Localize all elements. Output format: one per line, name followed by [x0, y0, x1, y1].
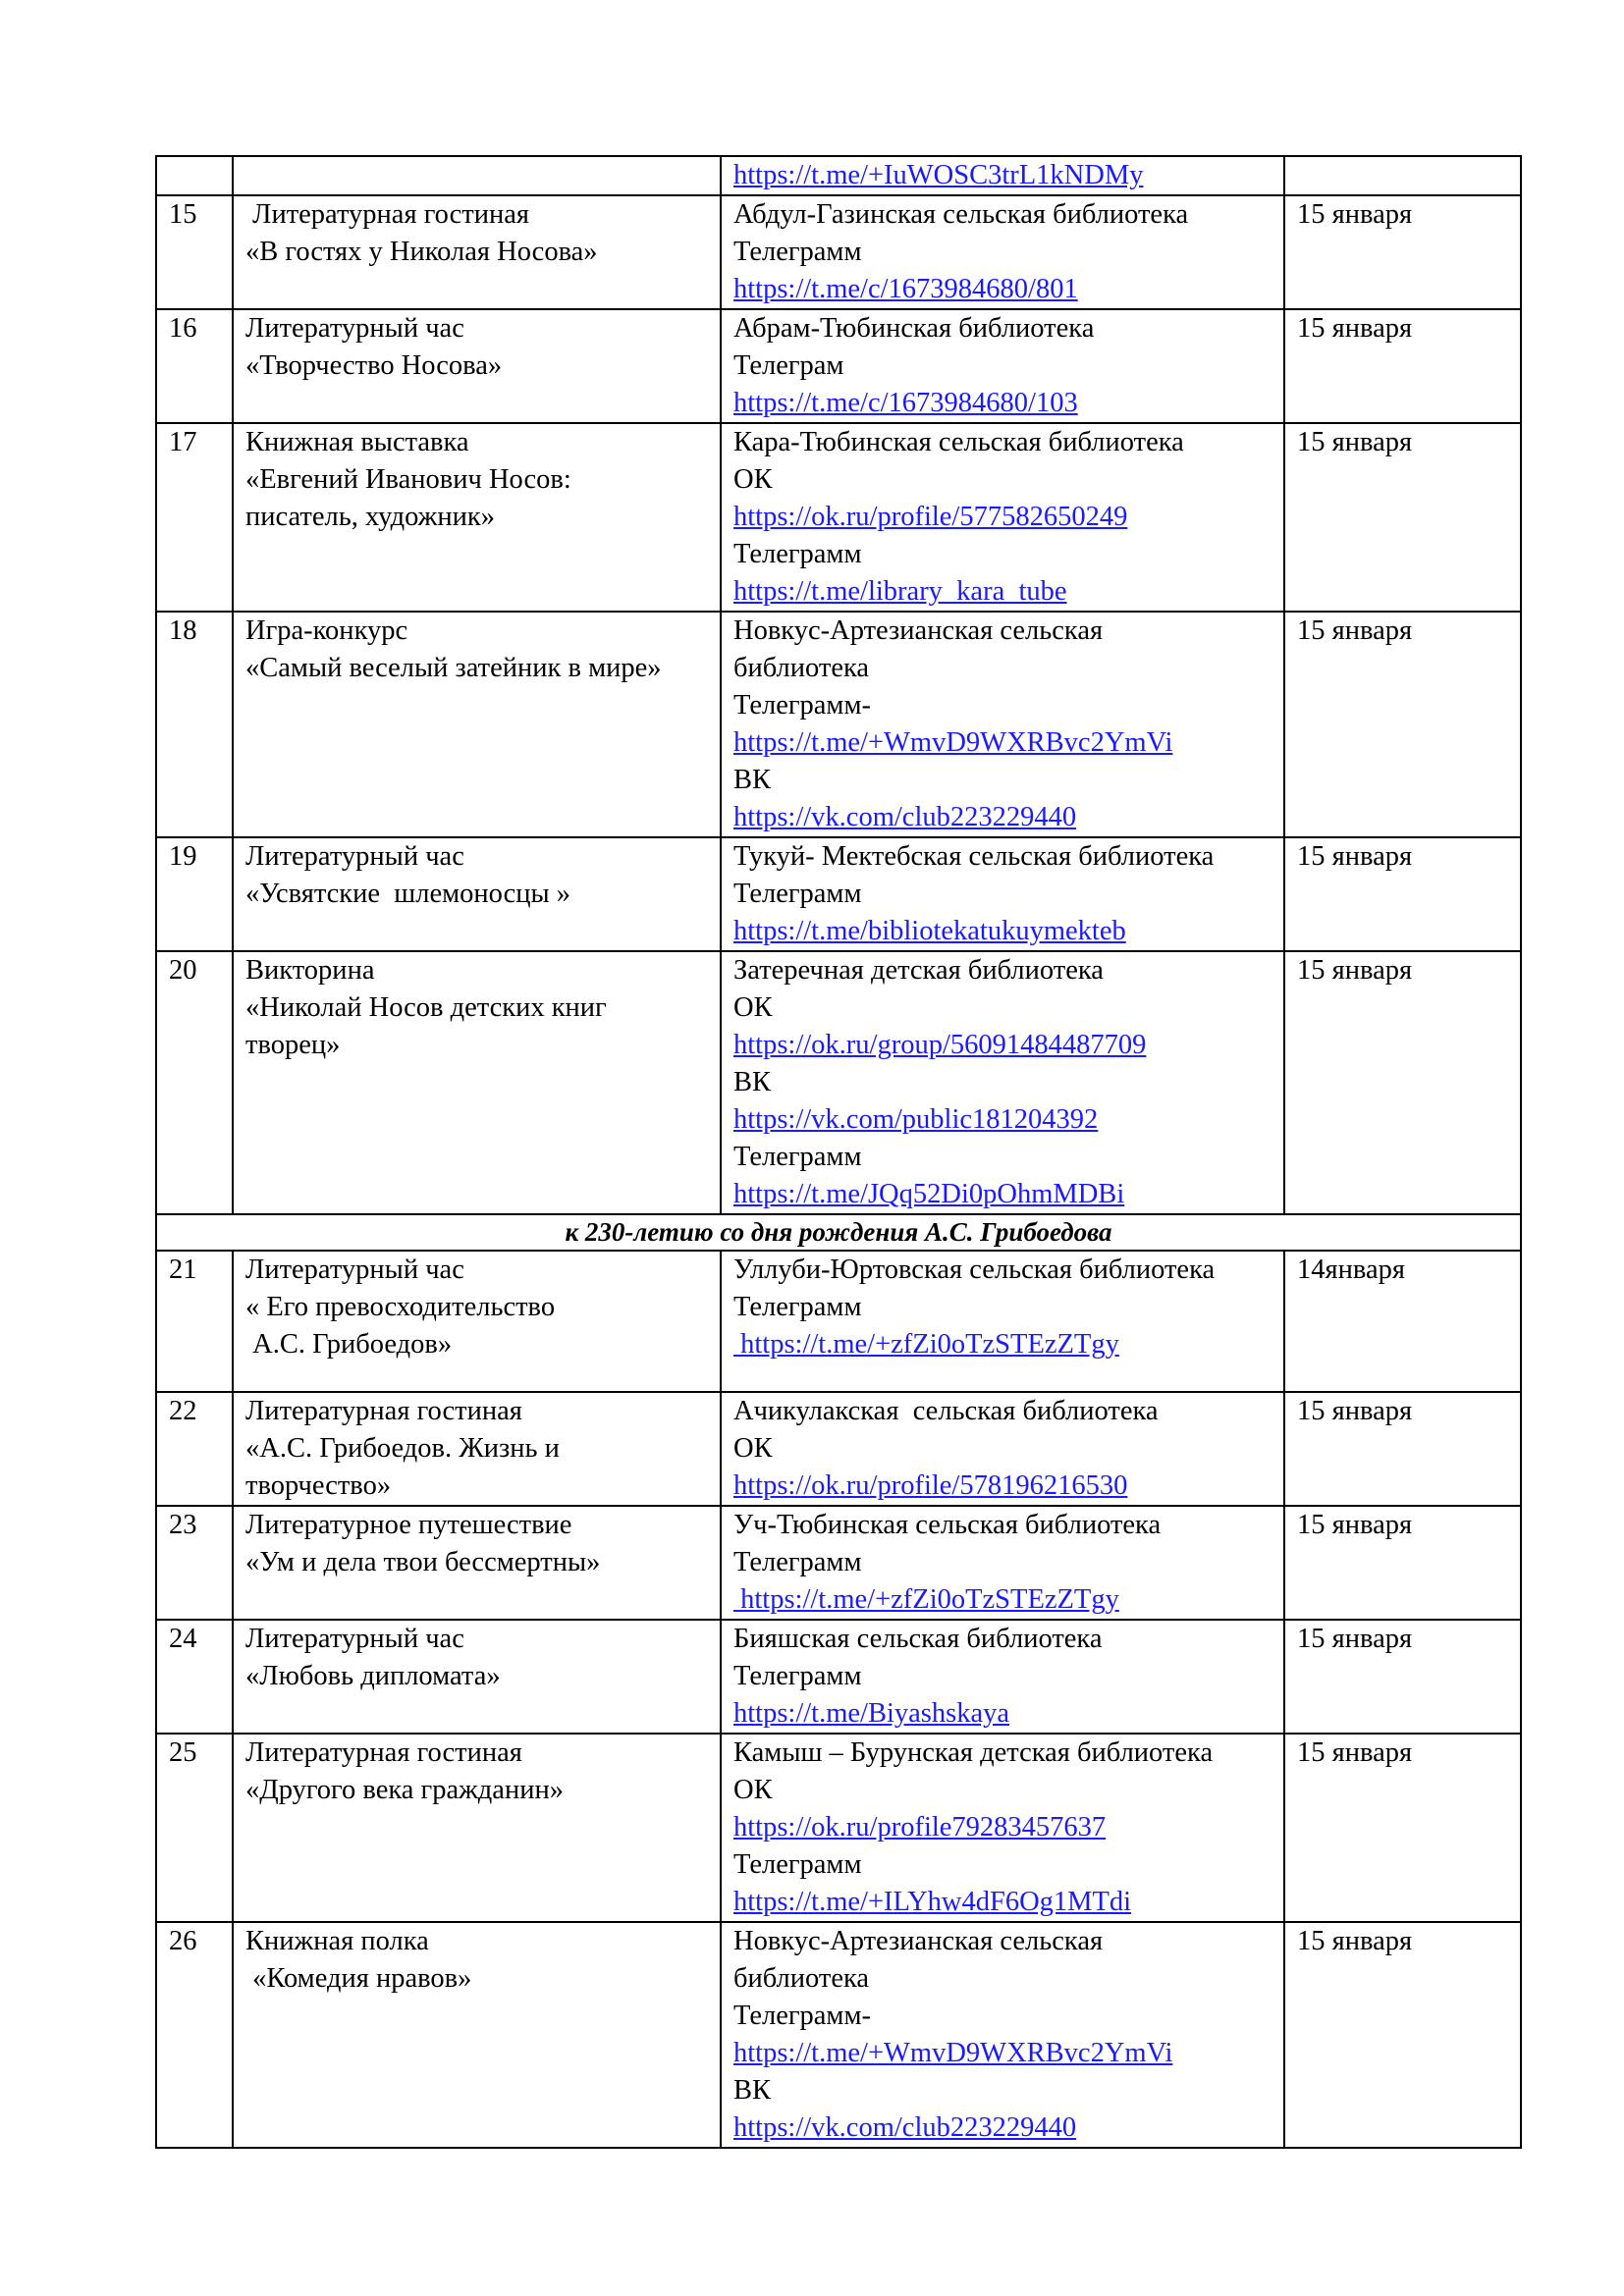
resource-link[interactable]: https://t.me/+ILYhw4dF6Og1MTdi	[733, 1887, 1132, 1917]
event-line: «Самый веселый затейник в мире»	[245, 653, 662, 683]
event-line: творчество»	[245, 1470, 392, 1501]
event-line: Литературная гостиная	[245, 199, 529, 230]
row-number: 24	[156, 1620, 233, 1734]
event-line: Литературное путешествие	[245, 1510, 572, 1540]
library-cell	[721, 1506, 1284, 1620]
event-cell	[233, 837, 721, 951]
row-number: 26	[156, 1922, 233, 2148]
resource-link[interactable]: https://t.me/+IuWOSC3trL1kNDMy	[733, 160, 1144, 190]
row-number: 20	[156, 951, 233, 1214]
event-cell	[233, 1392, 721, 1506]
resource-link[interactable]: https://t.me/c/1673984680/801	[733, 274, 1078, 304]
row-number: 21	[156, 1251, 233, 1392]
library-cell	[721, 156, 1284, 195]
event-date: 15 января	[1284, 1392, 1521, 1506]
library-cell	[721, 612, 1284, 837]
table-row	[156, 1251, 1521, 1392]
resource-link[interactable]: https://vk.com/public181204392	[733, 1104, 1099, 1135]
table-row	[156, 612, 1521, 837]
library-line: Тукуй- Мектебская сельская библиотека	[733, 841, 1215, 872]
events-table-body	[156, 156, 1521, 2148]
table-row	[156, 837, 1521, 951]
event-cell	[233, 1620, 721, 1734]
row-number: 15	[156, 195, 233, 309]
library-cell	[721, 951, 1284, 1214]
resource-link[interactable]: https://t.me/JQq52Di0pOhmMDBi	[733, 1179, 1125, 1209]
events-table	[155, 155, 1522, 2149]
event-date: 15 января	[1284, 1734, 1521, 1922]
resource-link[interactable]: https://vk.com/club223229440	[733, 2112, 1077, 2143]
event-line: Игра-конкурс	[245, 615, 408, 646]
event-cell	[233, 423, 721, 612]
event-date: 15 января	[1284, 612, 1521, 837]
section-header-row	[156, 1214, 1521, 1251]
event-line: творец»	[245, 1030, 341, 1060]
event-date: 15 января	[1284, 837, 1521, 951]
table-row	[156, 1734, 1521, 1922]
event-line: Викторина	[245, 955, 375, 986]
event-date: 15 января	[1284, 1620, 1521, 1734]
library-line: Телеграмм	[733, 1292, 862, 1322]
library-cell	[721, 195, 1284, 309]
resource-link[interactable]: https://vk.com/club223229440	[733, 802, 1077, 832]
event-cell	[233, 156, 721, 195]
event-line: Литературная гостиная	[245, 1737, 522, 1768]
resource-link[interactable]: https://t.me/+WmvD9WXRBvc2YmVi	[733, 727, 1173, 758]
library-cell	[721, 837, 1284, 951]
resource-link[interactable]: https://ok.ru/profile/577582650249	[733, 502, 1128, 532]
library-cell	[721, 423, 1284, 612]
library-line: Телеграмм	[733, 1661, 862, 1691]
library-line: ОК	[733, 1433, 773, 1464]
event-date: 15 января	[1284, 423, 1521, 612]
library-line: Телеграм	[733, 350, 844, 381]
event-cell	[233, 612, 721, 837]
table-row	[156, 195, 1521, 309]
event-line: «Другого века гражданин»	[245, 1775, 564, 1805]
library-line: ОК	[733, 464, 773, 495]
event-date: 15 января	[1284, 951, 1521, 1214]
library-line: Затеречная детская библиотека	[733, 955, 1104, 986]
event-line: Литературная гостиная	[245, 1396, 522, 1426]
event-line: « Его превосходительство	[245, 1292, 556, 1322]
event-line: «Усвятские шлемоносцы »	[245, 879, 571, 909]
event-line: «Николай Носов детских книг	[245, 992, 607, 1023]
event-cell	[233, 1734, 721, 1922]
event-cell	[233, 951, 721, 1214]
row-number: 25	[156, 1734, 233, 1922]
resource-link[interactable]: https://t.me/c/1673984680/103	[733, 388, 1078, 418]
event-cell	[233, 309, 721, 423]
row-number: 16	[156, 309, 233, 423]
resource-link[interactable]: https://t.me/bibliotekatukuymekteb	[733, 916, 1126, 946]
event-line: «Ум и дела твои бессмертны»	[245, 1547, 601, 1577]
row-number	[156, 156, 233, 195]
event-cell	[233, 195, 721, 309]
library-cell	[721, 1620, 1284, 1734]
library-line: Камыш – Бурунская детская библиотека	[733, 1737, 1214, 1768]
event-line: А.С. Грибоедов»	[245, 1329, 453, 1360]
library-line: Бияшская сельская библиотека	[733, 1624, 1103, 1654]
event-line: «А.С. Грибоедов. Жизнь и	[245, 1433, 560, 1464]
resource-link[interactable]: https://t.me/+zfZi0oTzSTEzZTgy	[733, 1329, 1119, 1360]
event-date: 15 января	[1284, 1506, 1521, 1620]
event-date: 14января	[1284, 1251, 1521, 1392]
table-row	[156, 1922, 1521, 2148]
library-line: Телеграмм	[733, 237, 862, 267]
resource-link[interactable]: https://t.me/+zfZi0oTzSTEzZTgy	[733, 1584, 1119, 1615]
event-line: Книжная выставка	[245, 427, 469, 457]
event-line: «Любовь дипломата»	[245, 1661, 501, 1691]
event-line: Литературный час	[245, 841, 464, 872]
library-line: Абрам-Тюбинская библиотека	[733, 313, 1095, 344]
library-line: Телеграмм-	[733, 690, 871, 721]
table-row	[156, 1392, 1521, 1506]
event-line: «Евгений Иванович Носов:	[245, 464, 571, 495]
event-line: Литературный час	[245, 1255, 464, 1285]
library-line: Телеграмм	[733, 1547, 862, 1577]
event-date: 15 января	[1284, 309, 1521, 423]
library-line: Новкус-Артезианская сельская	[733, 615, 1104, 646]
table-row	[156, 156, 1521, 195]
library-line: Новкус-Артезианская сельская	[733, 1926, 1104, 1956]
library-cell	[721, 1922, 1284, 2148]
library-line: Телеграмм	[733, 1849, 862, 1880]
library-cell	[721, 1251, 1284, 1392]
resource-link[interactable]: https://ok.ru/profile79283457637	[733, 1812, 1107, 1842]
library-cell	[721, 309, 1284, 423]
event-cell	[233, 1506, 721, 1620]
table-row	[156, 951, 1521, 1214]
library-line: Телеграмм	[733, 879, 862, 909]
event-line: Литературный час	[245, 1624, 464, 1654]
library-line: Телеграмм	[733, 1142, 862, 1172]
library-line: ОК	[733, 992, 773, 1023]
event-cell	[233, 1922, 721, 2148]
table-row	[156, 309, 1521, 423]
library-line: ВК	[733, 1067, 772, 1097]
library-line: ОК	[733, 1775, 773, 1805]
event-date	[1284, 156, 1521, 195]
library-line: Телеграмм	[733, 539, 862, 569]
library-line: Ачикулакская сельская библиотека	[733, 1396, 1159, 1426]
library-line: библиотека	[733, 653, 870, 683]
event-line: «В гостях у Николая Носова»	[245, 237, 598, 267]
library-line: Уч-Тюбинская сельская библиотека	[733, 1510, 1162, 1540]
event-line: писатель, художник»	[245, 502, 495, 532]
section-title: к 230-летию со дня рождения А.С. Грибоедова	[156, 1214, 1521, 1251]
library-line: Абдул-Газинская сельская библиотека	[733, 199, 1189, 230]
resource-link[interactable]: https://ok.ru/group/56091484487709	[733, 1030, 1147, 1060]
event-line: «Комедия нравов»	[245, 1963, 472, 1994]
resource-link[interactable]: https://ok.ru/profile/578196216530	[733, 1470, 1128, 1501]
resource-link[interactable]: https://t.me/library_kara_tube	[733, 576, 1067, 607]
table-row	[156, 423, 1521, 612]
table-row	[156, 1506, 1521, 1620]
row-number: 18	[156, 612, 233, 837]
resource-link[interactable]: https://t.me/+WmvD9WXRBvc2YmVi	[733, 2038, 1173, 2068]
library-line: Кара-Тюбинская сельская библиотека	[733, 427, 1184, 457]
event-line: «Творчество Носова»	[245, 350, 503, 381]
event-line: Книжная полка	[245, 1926, 429, 1956]
row-number: 17	[156, 423, 233, 612]
library-line: ВК	[733, 765, 772, 795]
event-date: 15 января	[1284, 195, 1521, 309]
row-number: 22	[156, 1392, 233, 1506]
library-cell	[721, 1392, 1284, 1506]
library-line: Уллуби-Юртовская сельская библиотека	[733, 1255, 1216, 1285]
event-date: 15 января	[1284, 1922, 1521, 2148]
library-line: библиотека	[733, 1963, 870, 1994]
library-cell	[721, 1734, 1284, 1922]
library-line: ВК	[733, 2075, 772, 2106]
table-row	[156, 1620, 1521, 1734]
library-line: Телеграмм-	[733, 2001, 871, 2031]
row-number: 23	[156, 1506, 233, 1620]
document-page	[155, 155, 1520, 2149]
event-line: Литературный час	[245, 313, 464, 344]
row-number: 19	[156, 837, 233, 951]
event-cell	[233, 1251, 721, 1392]
resource-link[interactable]: https://t.me/Biyashskaya	[733, 1698, 1010, 1729]
